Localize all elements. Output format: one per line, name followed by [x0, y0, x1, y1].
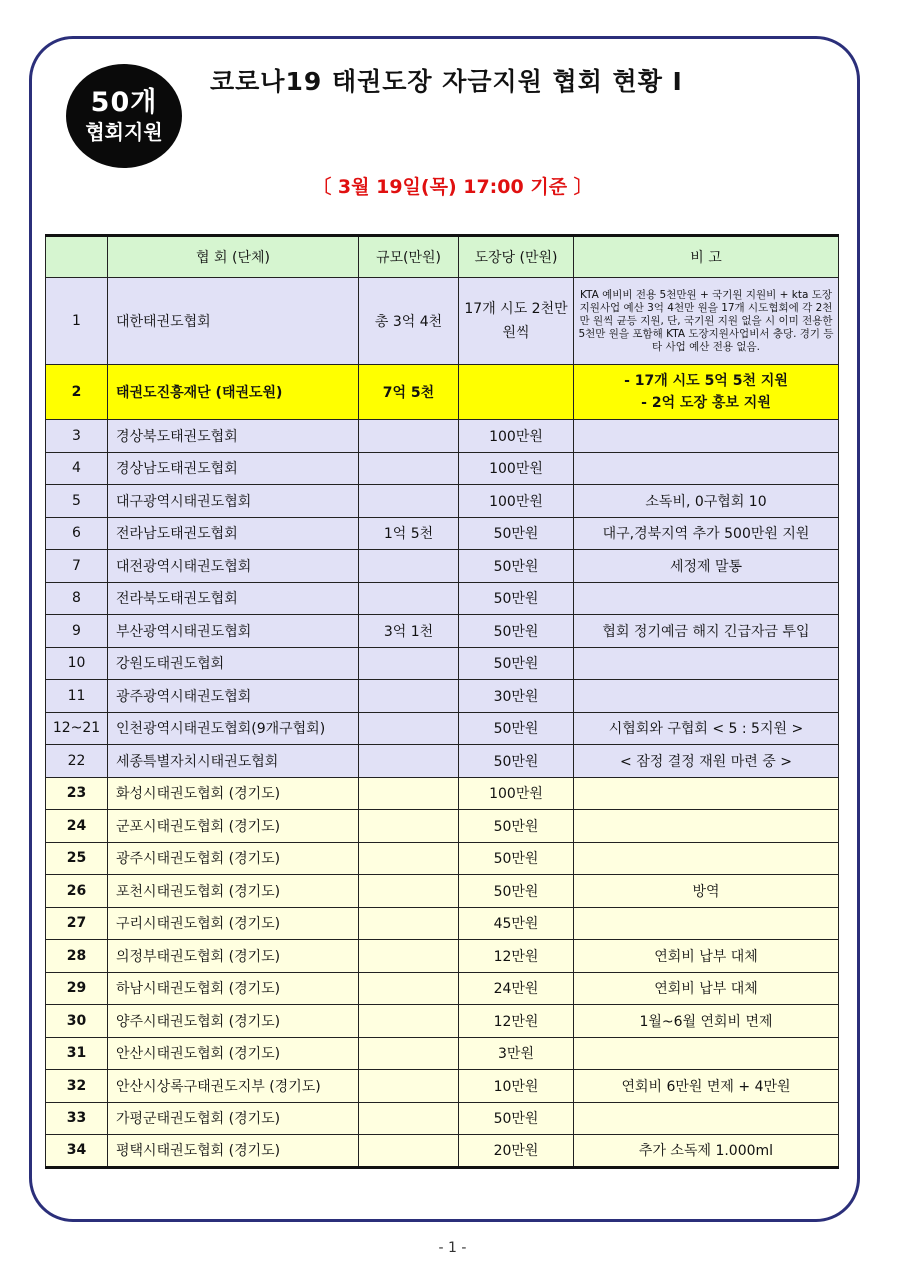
scale-cell: 1억 5천	[359, 517, 459, 550]
table-row	[46, 1102, 839, 1135]
note-cell: 1월~6월 연회비 면제	[574, 1005, 839, 1038]
per-dojang-cell: 50만원	[459, 517, 574, 550]
scale-cell	[359, 550, 459, 583]
per-dojang-cell: 10만원	[459, 1070, 574, 1103]
per-dojang-cell: 17개 시도 2천만원씩	[459, 278, 574, 365]
scale-cell	[359, 940, 459, 973]
header-org: 협 회 (단체)	[108, 236, 359, 278]
org-name: 대전광역시태권도협회	[108, 550, 359, 583]
table-row	[46, 972, 839, 1005]
badge-count: 50개	[90, 87, 158, 118]
row-number: 5	[46, 485, 108, 518]
note-cell: KTA 예비비 전용 5천만원 + 국기원 지원비 + kta 도장지원사업 예산 3억 4천만 원을 17개 시도협회에 각 2천만 원씩 균등 지원, 단, 국기원 지원 없을 시 이미 전용한 5천만 원을 포함해 KTA 도장지원사업비서 충당. 경기 등 타 사업 예산 전용 없음.	[574, 278, 839, 365]
note-cell	[574, 907, 839, 940]
note-cell	[574, 1102, 839, 1135]
note-cell: 세정제 말통	[574, 550, 839, 583]
per-dojang-cell: 100만원	[459, 452, 574, 485]
note-cell: 방역	[574, 875, 839, 908]
note-cell: 대구,경북지역 추가 500만원 지원	[574, 517, 839, 550]
support-count-badge	[66, 64, 182, 168]
scale-cell	[359, 842, 459, 875]
per-dojang-cell	[459, 365, 574, 420]
org-name: 전라북도태권도협회	[108, 582, 359, 615]
table-row	[46, 745, 839, 778]
note-cell	[574, 420, 839, 453]
org-name: 강원도태권도협회	[108, 647, 359, 680]
per-dojang-cell: 50만원	[459, 712, 574, 745]
row-number: 33	[46, 1102, 108, 1135]
org-name: 대한태권도협회	[108, 278, 359, 365]
scale-cell	[359, 810, 459, 843]
org-name: 전라남도태권도협회	[108, 517, 359, 550]
org-name: 광주시태권도협회 (경기도)	[108, 842, 359, 875]
header-no	[46, 236, 108, 278]
note-cell	[574, 647, 839, 680]
org-name: 의정부태권도협회 (경기도)	[108, 940, 359, 973]
per-dojang-cell: 100만원	[459, 777, 574, 810]
row-number: 12~21	[46, 712, 108, 745]
row-number: 11	[46, 680, 108, 713]
table-header-row	[46, 236, 839, 278]
org-name: 가평군태권도협회 (경기도)	[108, 1102, 359, 1135]
per-dojang-cell: 50만원	[459, 615, 574, 648]
org-name: 군포시태권도협회 (경기도)	[108, 810, 359, 843]
org-name: 하남시태권도협회 (경기도)	[108, 972, 359, 1005]
table-row	[46, 615, 839, 648]
row-number: 1	[46, 278, 108, 365]
page-number: - 1 -	[438, 1240, 467, 1256]
row-number: 10	[46, 647, 108, 680]
scale-cell	[359, 452, 459, 485]
note-cell	[574, 842, 839, 875]
table-row	[46, 420, 839, 453]
table-row	[46, 365, 839, 420]
per-dojang-cell: 50만원	[459, 745, 574, 778]
note-cell	[574, 680, 839, 713]
per-dojang-cell: 50만원	[459, 810, 574, 843]
org-name: 세종특별자치시태권도협회	[108, 745, 359, 778]
row-number: 6	[46, 517, 108, 550]
table-row	[46, 680, 839, 713]
header-note: 비 고	[574, 236, 839, 278]
support-table	[45, 234, 839, 1169]
scale-cell: 7억 5천	[359, 365, 459, 420]
note-cell	[574, 1037, 839, 1070]
org-name: 화성시태권도협회 (경기도)	[108, 777, 359, 810]
note-cell: - 17개 시도 5억 5천 지원 - 2억 도장 홍보 지원	[574, 365, 839, 420]
per-dojang-cell: 100만원	[459, 420, 574, 453]
per-dojang-cell: 20만원	[459, 1135, 574, 1168]
per-dojang-cell: 50만원	[459, 550, 574, 583]
row-number: 9	[46, 615, 108, 648]
table-row	[46, 452, 839, 485]
scale-cell	[359, 1070, 459, 1103]
note-cell	[574, 452, 839, 485]
row-number: 32	[46, 1070, 108, 1103]
date-subtitle: 〔 3월 19일(목) 17:00 기준 〕	[312, 176, 593, 198]
table-row	[46, 810, 839, 843]
table-row	[46, 1070, 839, 1103]
table-row	[46, 712, 839, 745]
per-dojang-cell: 12만원	[459, 940, 574, 973]
scale-cell: 총 3억 4천	[359, 278, 459, 365]
table-row	[46, 278, 839, 365]
per-dojang-cell: 3만원	[459, 1037, 574, 1070]
table-row	[46, 777, 839, 810]
note-cell: 연회비 납부 대체	[574, 972, 839, 1005]
table-row	[46, 875, 839, 908]
row-number: 23	[46, 777, 108, 810]
note-cell	[574, 582, 839, 615]
org-name: 부산광역시태권도협회	[108, 615, 359, 648]
scale-cell	[359, 1005, 459, 1038]
row-number: 30	[46, 1005, 108, 1038]
row-number: 34	[46, 1135, 108, 1168]
table-row	[46, 485, 839, 518]
per-dojang-cell: 24만원	[459, 972, 574, 1005]
scale-cell	[359, 1102, 459, 1135]
scale-cell	[359, 582, 459, 615]
row-number: 29	[46, 972, 108, 1005]
per-dojang-cell: 45만원	[459, 907, 574, 940]
table-row	[46, 1135, 839, 1168]
org-name: 경상남도태권도협회	[108, 452, 359, 485]
per-dojang-cell: 50만원	[459, 647, 574, 680]
per-dojang-cell: 12만원	[459, 1005, 574, 1038]
table-row	[46, 550, 839, 583]
row-number: 26	[46, 875, 108, 908]
org-name: 광주광역시태권도협회	[108, 680, 359, 713]
scale-cell	[359, 485, 459, 518]
badge-label: 협회지원	[85, 120, 163, 144]
per-dojang-cell: 50만원	[459, 842, 574, 875]
table-row	[46, 1037, 839, 1070]
org-name: 안산시상록구태권도지부 (경기도)	[108, 1070, 359, 1103]
row-number: 22	[46, 745, 108, 778]
scale-cell	[359, 745, 459, 778]
row-number: 25	[46, 842, 108, 875]
scale-cell	[359, 712, 459, 745]
scale-cell	[359, 647, 459, 680]
note-cell: 연회비 6만원 면제 + 4만원	[574, 1070, 839, 1103]
per-dojang-cell: 50만원	[459, 1102, 574, 1135]
per-dojang-cell: 100만원	[459, 485, 574, 518]
row-number: 27	[46, 907, 108, 940]
scale-cell: 3억 1천	[359, 615, 459, 648]
row-number: 31	[46, 1037, 108, 1070]
table-row	[46, 647, 839, 680]
note-cell: 연회비 납부 대체	[574, 940, 839, 973]
table-row	[46, 517, 839, 550]
header-scale: 규모(만원)	[359, 236, 459, 278]
note-cell	[574, 810, 839, 843]
per-dojang-cell: 30만원	[459, 680, 574, 713]
scale-cell	[359, 777, 459, 810]
scale-cell	[359, 1037, 459, 1070]
table-row	[46, 842, 839, 875]
org-name: 태권도진흥재단 (태권도원)	[108, 365, 359, 420]
header-per-dojang: 도장당 (만원)	[459, 236, 574, 278]
per-dojang-cell: 50만원	[459, 582, 574, 615]
row-number: 28	[46, 940, 108, 973]
org-name: 양주시태권도협회 (경기도)	[108, 1005, 359, 1038]
note-cell: 협회 정기예금 해지 긴급자금 투입	[574, 615, 839, 648]
scale-cell	[359, 875, 459, 908]
table-row	[46, 940, 839, 973]
note-cell: 소독비, 0구협회 10	[574, 485, 839, 518]
org-name: 경상북도태권도협회	[108, 420, 359, 453]
table-row	[46, 582, 839, 615]
page-title: 코로나19 태권도장 자금지원 협회 현황 Ⅰ	[210, 67, 683, 96]
org-name: 구리시태권도협회 (경기도)	[108, 907, 359, 940]
row-number: 2	[46, 365, 108, 420]
table-row	[46, 907, 839, 940]
scale-cell	[359, 680, 459, 713]
scale-cell	[359, 420, 459, 453]
row-number: 4	[46, 452, 108, 485]
note-cell: 시협회와 구협회 < 5 : 5지원 >	[574, 712, 839, 745]
scale-cell	[359, 1135, 459, 1168]
org-name: 인천광역시태권도협회(9개구협회)	[108, 712, 359, 745]
table-row	[46, 1005, 839, 1038]
org-name: 안산시태권도협회 (경기도)	[108, 1037, 359, 1070]
row-number: 8	[46, 582, 108, 615]
note-cell: < 잠정 결정 재원 마련 중 >	[574, 745, 839, 778]
scale-cell	[359, 907, 459, 940]
row-number: 3	[46, 420, 108, 453]
org-name: 대구광역시태권도협회	[108, 485, 359, 518]
scale-cell	[359, 972, 459, 1005]
org-name: 포천시태권도협회 (경기도)	[108, 875, 359, 908]
row-number: 24	[46, 810, 108, 843]
row-number: 7	[46, 550, 108, 583]
note-cell: 추가 소독제 1.000ml	[574, 1135, 839, 1168]
org-name: 평택시태권도협회 (경기도)	[108, 1135, 359, 1168]
per-dojang-cell: 50만원	[459, 875, 574, 908]
note-cell	[574, 777, 839, 810]
